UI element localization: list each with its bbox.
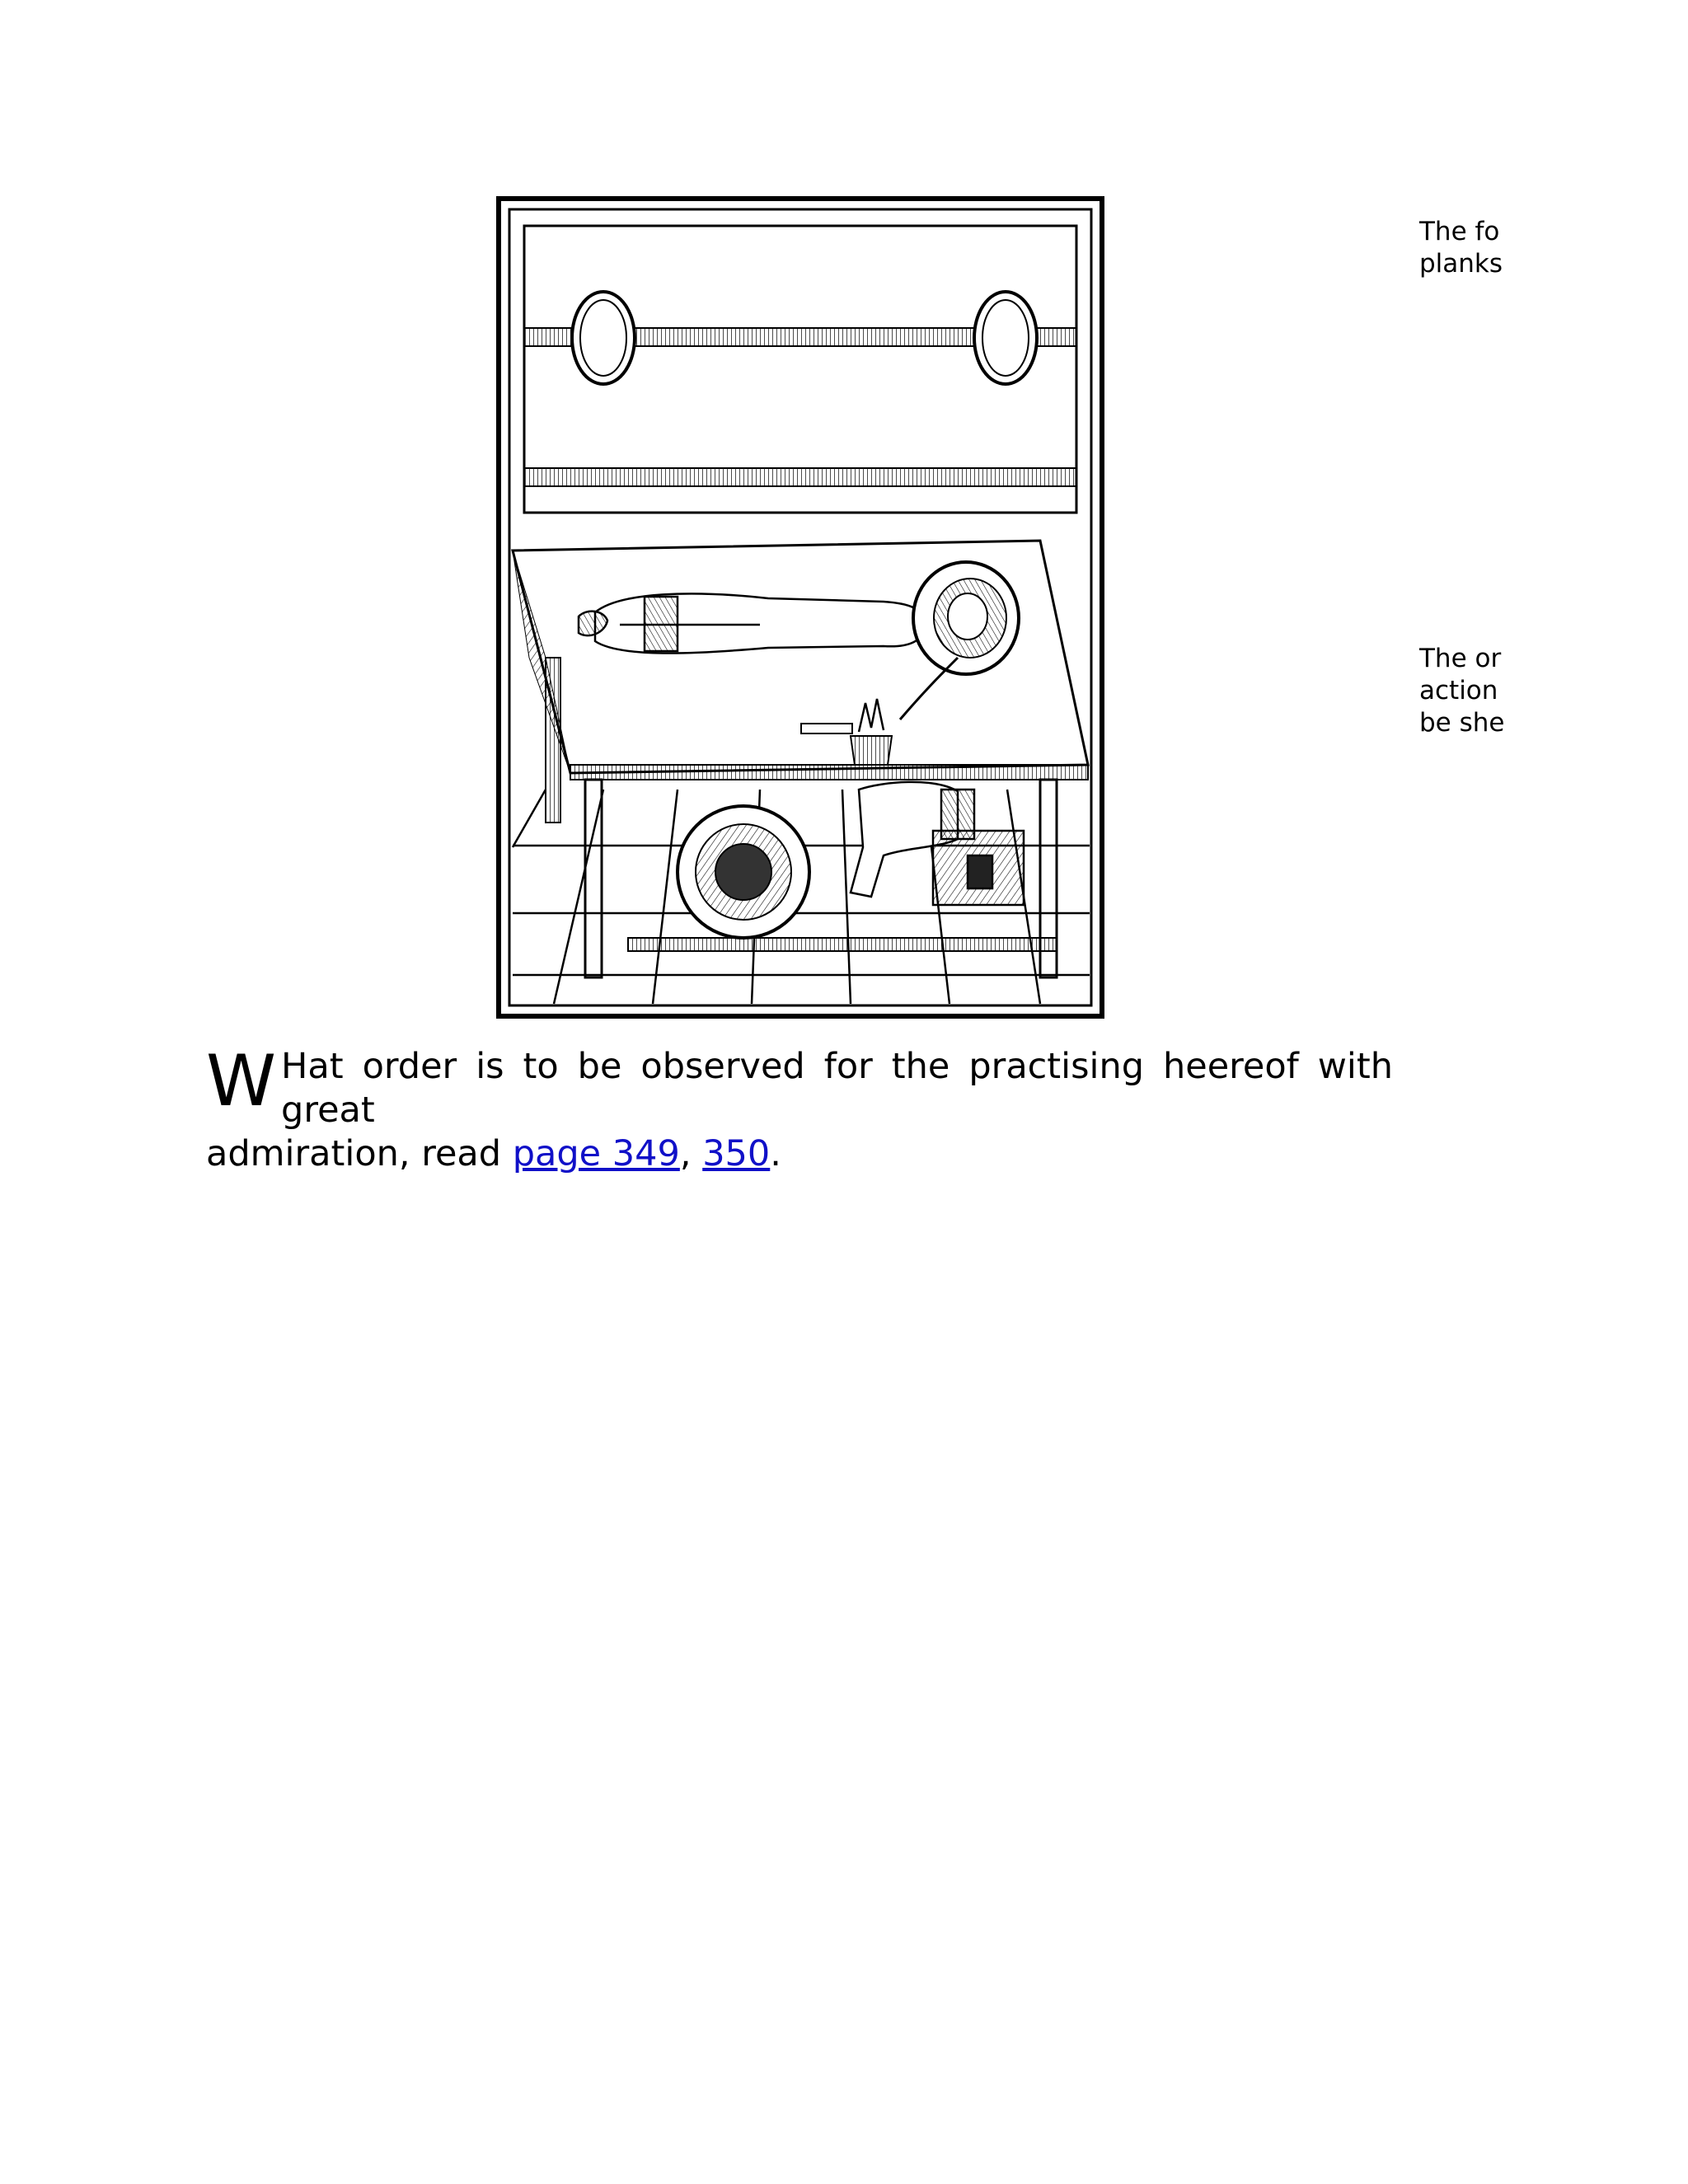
basin [678, 806, 809, 938]
page-349-link[interactable]: page 349 [512, 1133, 680, 1174]
link-separator: , [679, 1133, 703, 1174]
sidenote-1-line-1: The fo [1419, 217, 1500, 246]
body-paragraph [206, 1040, 1393, 1176]
paragraph-line-2 [206, 1132, 1393, 1176]
sidenote-1 [1419, 216, 1503, 280]
dropcap-letter: W [206, 1040, 277, 1122]
sidenote-2-line-3: be she [1419, 708, 1505, 738]
paragraph-line-1: Hat order is to be observed for the practising heereof with great [281, 1046, 1393, 1131]
reclining-figure [579, 593, 925, 653]
sidenote-1-line-2: planks [1419, 249, 1503, 279]
sidenote-2-line-2: action [1419, 676, 1498, 705]
paragraph-line-2-prefix: admiration, read [206, 1133, 513, 1174]
round-frame-face [913, 562, 1019, 674]
paragraph-end-punctuation: . [770, 1133, 781, 1174]
sidenote-2 [1419, 643, 1505, 739]
sidenote-2-line-1: The or [1419, 644, 1502, 673]
woodcut-illustration [496, 196, 1104, 1019]
page-350-link[interactable]: 350 [702, 1133, 771, 1174]
